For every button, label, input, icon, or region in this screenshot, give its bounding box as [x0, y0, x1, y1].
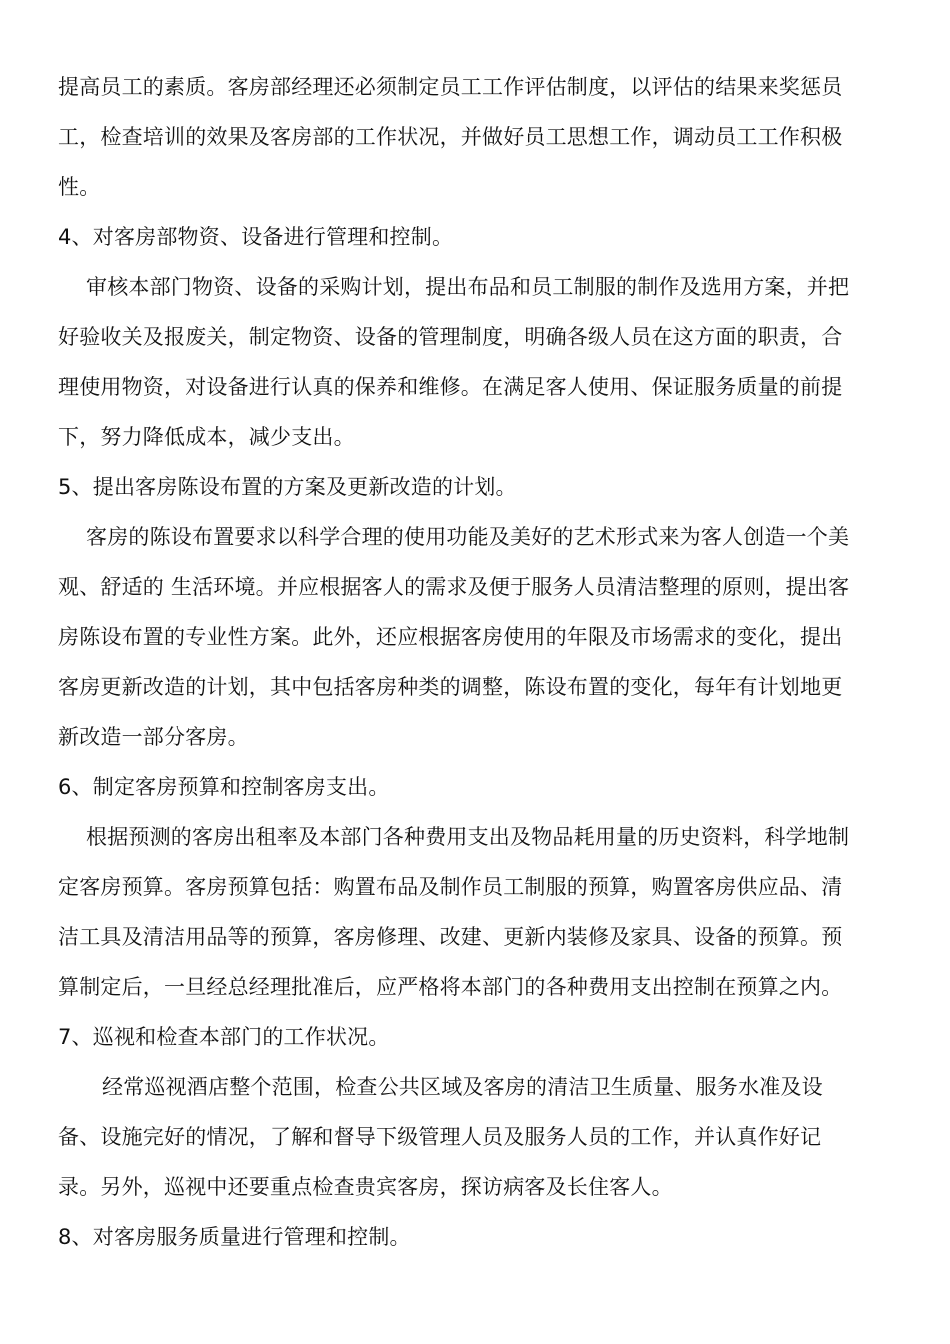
text-line: 定客房预算。客房预算包括：购置布品及制作员工制服的预算，购置客房供应品、清: [58, 875, 843, 899]
text-line: 性。: [58, 175, 101, 199]
text-line: 好验收关及报废关，制定物资、设备的管理制度，明确各级人员在这方面的职责，合: [58, 325, 843, 349]
text-line: 客房更新改造的计划，其中包括客房种类的调整，陈设布置的变化，每年有计划地更: [58, 675, 843, 699]
text-line: 房陈设布置的专业性方案。此外，还应根据客房使用的年限及市场需求的变化，提出: [58, 625, 843, 649]
text-line: 理使用物资，对设备进行认真的保养和维修。在满足客人使用、保证服务质量的前提: [58, 375, 843, 399]
text-line: 新改造一部分客房。: [58, 725, 249, 749]
text-line: 客房的陈设布置要求以科学合理的使用功能及美好的艺术形式来为客人创造一个美: [86, 525, 850, 549]
text-line: 观、舒适的 生活环境。并应根据客人的需求及便于服务人员清洁整理的原则，提出客: [58, 575, 850, 599]
section-heading: 5、提出客房陈设布置的方案及更新改造的计划。: [58, 475, 517, 499]
text-line: 算制定后，一旦经总经理批准后，应严格将本部门的各种费用支出控制在预算之内。: [58, 975, 843, 999]
text-line: 根据预测的客房出租率及本部门各种费用支出及物品耗用量的历史资料，科学地制: [86, 825, 850, 849]
section-heading: 4、对客房部物资、设备进行管理和控制。: [58, 225, 454, 249]
text-line: 下，努力降低成本，减少支出。: [58, 425, 355, 449]
section-heading: 8、对客房服务质量进行管理和控制。: [58, 1225, 411, 1249]
text-line: 洁工具及清洁用品等的预算，客房修理、改建、更新内装修及家具、设备的预算。预: [58, 925, 843, 949]
text-line: 备、设施完好的情况，了解和督导下级管理人员及服务人员的工作，并认真作好记: [58, 1125, 822, 1149]
text-line: 审核本部门物资、设备的采购计划，提出布品和员工制服的制作及选用方案，并把: [86, 275, 850, 299]
text-line: 提高员工的素质。客房部经理还必须制定员工工作评估制度，以评估的结果来奖惩员: [58, 75, 843, 99]
section-heading: 7、巡视和检查本部门的工作状况。: [58, 1025, 390, 1049]
text-line: 录。另外，巡视中还要重点检查贵宾客房，探访病客及长住客人。: [58, 1175, 673, 1199]
text-line: 经常巡视酒店整个范围，检查公共区域及客房的清洁卫生质量、服务水准及设: [102, 1075, 823, 1099]
section-heading: 6、制定客房预算和控制客房支出。: [58, 775, 390, 799]
text-line: 工，检查培训的效果及客房部的工作状况，并做好员工思想工作，调动员工工作积极: [58, 125, 843, 149]
